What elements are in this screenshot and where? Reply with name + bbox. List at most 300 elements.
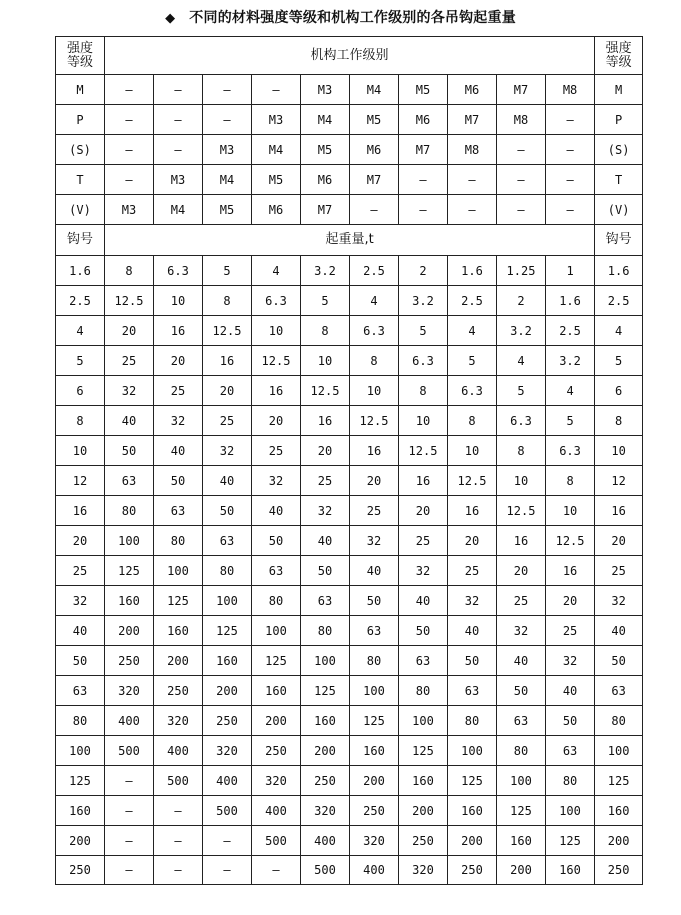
mechanism-class-cell: M8 — [546, 75, 595, 105]
capacity-cell: 50 — [399, 616, 448, 646]
capacity-cell: 63 — [399, 646, 448, 676]
header-row — [56, 37, 643, 75]
hook-number-right: 125 — [595, 766, 643, 796]
mechanism-class-cell: — — [399, 165, 448, 195]
capacity-cell: 200 — [154, 646, 203, 676]
capacity-cell: 400 — [252, 796, 301, 826]
capacity-cell: 160 — [350, 736, 399, 766]
capacity-cell: 500 — [203, 796, 252, 826]
capacity-cell: 40 — [448, 616, 497, 646]
capacity-cell: 125 — [203, 616, 252, 646]
capacity-cell: 250 — [154, 676, 203, 706]
capacity-cell: 16 — [350, 436, 399, 466]
mechanism-class-cell: — — [105, 165, 154, 195]
capacity-cell: 250 — [399, 826, 448, 856]
capacity-cell: 50 — [448, 646, 497, 676]
capacity-cell: 25 — [301, 466, 350, 496]
capacity-cell: 8 — [105, 256, 154, 286]
capacity-cell: 200 — [448, 826, 497, 856]
capacity-cell: — — [105, 766, 154, 796]
capacity-cell: 4 — [252, 256, 301, 286]
capacity-cell: 80 — [301, 616, 350, 646]
mechanism-class-cell: M6 — [350, 135, 399, 165]
capacity-cell: 320 — [154, 706, 203, 736]
mechanism-class-cell: M3 — [301, 75, 350, 105]
capacity-cell: 63 — [105, 466, 154, 496]
mechanism-class-cell: M5 — [399, 75, 448, 105]
strength-grade-header-right: 强度 等级 — [595, 37, 643, 75]
mechanism-class-cell: — — [154, 75, 203, 105]
hook-number-left: 250 — [56, 856, 105, 885]
capacity-cell: 5 — [497, 376, 546, 406]
mechanism-class-cell: M4 — [252, 135, 301, 165]
table-row — [56, 796, 643, 826]
grade-label-left: M — [56, 75, 105, 105]
mechanism-class-cell: M3 — [105, 195, 154, 225]
capacity-cell: 200 — [399, 796, 448, 826]
capacity-cell: 16 — [203, 346, 252, 376]
capacity-cell: — — [203, 856, 252, 885]
capacity-cell: 8 — [546, 466, 595, 496]
capacity-cell: 3.2 — [546, 346, 595, 376]
mechanism-class-cell: — — [203, 75, 252, 105]
capacity-cell: 125 — [105, 556, 154, 586]
hook-number-left: 12 — [56, 466, 105, 496]
hook-number-right: 63 — [595, 676, 643, 706]
capacity-cell: 12.5 — [350, 406, 399, 436]
capacity-cell: 32 — [252, 466, 301, 496]
grade-label-right: P — [595, 105, 643, 135]
capacity-cell: 4 — [497, 346, 546, 376]
mechanism-class-cell: — — [252, 75, 301, 105]
capacity-cell: 80 — [252, 586, 301, 616]
hook-number-left: 1.6 — [56, 256, 105, 286]
capacity-cell: 40 — [203, 466, 252, 496]
capacity-cell: 12.5 — [105, 286, 154, 316]
capacity-cell: 8 — [203, 286, 252, 316]
hook-number-left: 2.5 — [56, 286, 105, 316]
capacity-cell: 1.6 — [546, 286, 595, 316]
capacity-cell: 80 — [546, 766, 595, 796]
capacity-cell: 20 — [154, 346, 203, 376]
table-row — [56, 616, 643, 646]
capacity-cell: 250 — [203, 706, 252, 736]
capacity-cell: 125 — [350, 706, 399, 736]
capacity-cell: 16 — [154, 316, 203, 346]
mechanism-class-cell: M5 — [203, 195, 252, 225]
capacity-cell: 40 — [301, 526, 350, 556]
capacity-cell: 50 — [350, 586, 399, 616]
capacity-cell: 80 — [154, 526, 203, 556]
mechanism-class-cell: — — [203, 105, 252, 135]
capacity-cell: 320 — [399, 856, 448, 885]
capacity-cell: 160 — [399, 766, 448, 796]
hook-number-right: 50 — [595, 646, 643, 676]
capacity-cell: 160 — [301, 706, 350, 736]
capacity-cell: 50 — [105, 436, 154, 466]
grade-row — [56, 165, 643, 195]
capacity-cell: 8 — [399, 376, 448, 406]
capacity-cell: 25 — [105, 346, 154, 376]
grade-label-right: T — [595, 165, 643, 195]
mechanism-class-cell: M8 — [497, 105, 546, 135]
hook-number-left: 20 — [56, 526, 105, 556]
capacity-cell: 20 — [497, 556, 546, 586]
capacity-cell: 63 — [203, 526, 252, 556]
hook-number-right: 200 — [595, 826, 643, 856]
capacity-cell: 25 — [252, 436, 301, 466]
hook-number-right: 8 — [595, 406, 643, 436]
hook-number-header-right: 钩号 — [595, 225, 643, 256]
capacity-cell: 125 — [546, 826, 595, 856]
capacity-cell: — — [154, 856, 203, 885]
capacity-cell: 4 — [350, 286, 399, 316]
table-row — [56, 526, 643, 556]
capacity-cell: 160 — [154, 616, 203, 646]
capacity-cell: 125 — [497, 796, 546, 826]
grade-row — [56, 135, 643, 165]
capacity-cell: 80 — [203, 556, 252, 586]
hook-number-left: 40 — [56, 616, 105, 646]
table-body — [56, 37, 643, 885]
capacity-cell: 200 — [301, 736, 350, 766]
table-row — [56, 466, 643, 496]
capacity-cell: 16 — [497, 526, 546, 556]
hook-number-left: 32 — [56, 586, 105, 616]
capacity-cell: 5 — [301, 286, 350, 316]
capacity-cell: 2.5 — [448, 286, 497, 316]
capacity-cell: 50 — [203, 496, 252, 526]
capacity-cell: 80 — [448, 706, 497, 736]
hook-number-right: 4 — [595, 316, 643, 346]
capacity-cell: 25 — [350, 496, 399, 526]
hook-number-right: 16 — [595, 496, 643, 526]
grade-label-right: M — [595, 75, 643, 105]
table-row — [56, 826, 643, 856]
capacity-cell: 12.5 — [546, 526, 595, 556]
capacity-cell: 32 — [301, 496, 350, 526]
capacity-cell: 500 — [105, 736, 154, 766]
capacity-cell: — — [105, 856, 154, 885]
capacity-cell: 50 — [546, 706, 595, 736]
capacity-header-row — [56, 225, 643, 256]
capacity-cell: 16 — [301, 406, 350, 436]
capacity-cell: 400 — [350, 856, 399, 885]
mechanism-class-cell: — — [105, 75, 154, 105]
capacity-cell: 100 — [154, 556, 203, 586]
mechanism-class-cell: M8 — [448, 135, 497, 165]
capacity-cell: 10 — [301, 346, 350, 376]
capacity-cell: 6.3 — [399, 346, 448, 376]
capacity-cell: 40 — [497, 646, 546, 676]
capacity-cell: 20 — [399, 496, 448, 526]
hook-number-left: 80 — [56, 706, 105, 736]
hook-number-right: 20 — [595, 526, 643, 556]
capacity-cell: 6.3 — [350, 316, 399, 346]
mechanism-class-cell: — — [154, 105, 203, 135]
capacity-cell: 40 — [350, 556, 399, 586]
capacity-cell: 400 — [105, 706, 154, 736]
capacity-cell: 50 — [252, 526, 301, 556]
capacity-cell: 32 — [350, 526, 399, 556]
capacity-cell: — — [252, 856, 301, 885]
grade-label-left: P — [56, 105, 105, 135]
table-row — [56, 406, 643, 436]
capacity-cell: 3.2 — [399, 286, 448, 316]
hook-number-header-left: 钩号 — [56, 225, 105, 256]
capacity-cell: 16 — [448, 496, 497, 526]
hook-number-left: 160 — [56, 796, 105, 826]
mechanism-class-cell: M7 — [301, 195, 350, 225]
table-row — [56, 376, 643, 406]
capacity-cell: 80 — [399, 676, 448, 706]
grade-label-left: (V) — [56, 195, 105, 225]
capacity-cell: 6.3 — [546, 436, 595, 466]
capacity-cell: 3.2 — [301, 256, 350, 286]
capacity-cell: 8 — [448, 406, 497, 436]
capacity-cell: 160 — [448, 796, 497, 826]
capacity-cell: 160 — [546, 856, 595, 885]
hook-number-left: 8 — [56, 406, 105, 436]
mechanism-class-cell: M7 — [350, 165, 399, 195]
capacity-cell: 320 — [105, 676, 154, 706]
capacity-cell: 400 — [301, 826, 350, 856]
table-row — [56, 586, 643, 616]
capacity-cell: 200 — [252, 706, 301, 736]
mechanism-class-cell: — — [546, 195, 595, 225]
hook-number-right: 10 — [595, 436, 643, 466]
capacity-cell: 2 — [497, 286, 546, 316]
capacity-cell: 20 — [105, 316, 154, 346]
mechanism-class-cell: M5 — [252, 165, 301, 195]
mechanism-class-cell: M3 — [154, 165, 203, 195]
capacity-cell: 2.5 — [350, 256, 399, 286]
hook-number-left: 6 — [56, 376, 105, 406]
capacity-cell: 6.3 — [448, 376, 497, 406]
capacity-cell: 160 — [203, 646, 252, 676]
mechanism-class-cell: M6 — [448, 75, 497, 105]
hook-number-right: 250 — [595, 856, 643, 885]
mechanism-class-cell: M6 — [252, 195, 301, 225]
grade-label-left: T — [56, 165, 105, 195]
capacity-cell: 2.5 — [546, 316, 595, 346]
capacity-cell: 25 — [546, 616, 595, 646]
hook-number-right: 12 — [595, 466, 643, 496]
capacity-cell: 8 — [301, 316, 350, 346]
mechanism-class-cell: M4 — [154, 195, 203, 225]
capacity-cell: 50 — [301, 556, 350, 586]
mechanism-class-cell: — — [448, 195, 497, 225]
mechanism-class-header: 机构工作级别 — [105, 37, 595, 75]
title-text: 不同的材料强度等级和机构工作级别的各吊钩起重量 — [189, 10, 516, 26]
capacity-cell: 100 — [350, 676, 399, 706]
mechanism-class-cell: M6 — [301, 165, 350, 195]
hook-number-right: 160 — [595, 796, 643, 826]
capacity-cell: — — [154, 796, 203, 826]
capacity-cell: 5 — [448, 346, 497, 376]
capacity-cell: 32 — [105, 376, 154, 406]
capacity-cell: 5 — [399, 316, 448, 346]
capacity-cell: 32 — [497, 616, 546, 646]
capacity-cell: 125 — [399, 736, 448, 766]
capacity-cell: 10 — [350, 376, 399, 406]
capacity-cell: 400 — [154, 736, 203, 766]
capacity-cell: 320 — [350, 826, 399, 856]
capacity-cell: 12.5 — [497, 496, 546, 526]
capacity-cell: 12.5 — [203, 316, 252, 346]
table-row — [56, 496, 643, 526]
capacity-cell: 1 — [546, 256, 595, 286]
hook-number-right: 6 — [595, 376, 643, 406]
hook-number-left: 50 — [56, 646, 105, 676]
capacity-cell: 32 — [546, 646, 595, 676]
strength-grade-header-left: 强度 等级 — [56, 37, 105, 75]
grade-label-right: (V) — [595, 195, 643, 225]
capacity-cell: 40 — [546, 676, 595, 706]
hook-number-left: 10 — [56, 436, 105, 466]
table-row — [56, 646, 643, 676]
hook-number-left: 5 — [56, 346, 105, 376]
capacity-cell: 6.3 — [497, 406, 546, 436]
capacity-cell: 10 — [546, 496, 595, 526]
capacity-cell: 100 — [399, 706, 448, 736]
capacity-cell: 320 — [252, 766, 301, 796]
capacity-cell: 400 — [203, 766, 252, 796]
capacity-cell: 10 — [399, 406, 448, 436]
capacity-cell: 200 — [105, 616, 154, 646]
capacity-cell: 100 — [203, 586, 252, 616]
mechanism-class-cell: M5 — [301, 135, 350, 165]
capacity-cell: 20 — [350, 466, 399, 496]
capacity-cell: 16 — [252, 376, 301, 406]
table-row — [56, 766, 643, 796]
capacity-cell: 20 — [252, 406, 301, 436]
capacity-cell: 40 — [105, 406, 154, 436]
mechanism-class-cell: — — [497, 165, 546, 195]
grade-label-left: (S) — [56, 135, 105, 165]
capacity-cell: 3.2 — [497, 316, 546, 346]
capacity-cell: 32 — [203, 436, 252, 466]
hook-number-right: 40 — [595, 616, 643, 646]
capacity-cell: 500 — [154, 766, 203, 796]
capacity-cell: 125 — [301, 676, 350, 706]
mechanism-class-cell: M7 — [399, 135, 448, 165]
capacity-cell: 160 — [497, 826, 546, 856]
capacity-cell: 16 — [546, 556, 595, 586]
capacity-cell: 12.5 — [399, 436, 448, 466]
hook-number-right: 1.6 — [595, 256, 643, 286]
table-row — [56, 856, 643, 885]
capacity-cell: 80 — [105, 496, 154, 526]
capacity-cell: 63 — [448, 676, 497, 706]
capacity-cell: 250 — [301, 766, 350, 796]
capacity-cell: 200 — [497, 856, 546, 885]
capacity-cell: 32 — [399, 556, 448, 586]
capacity-cell: 12.5 — [448, 466, 497, 496]
mechanism-class-cell: M4 — [350, 75, 399, 105]
capacity-cell: 160 — [105, 586, 154, 616]
grade-row — [56, 105, 643, 135]
hook-number-left: 4 — [56, 316, 105, 346]
capacity-cell: 200 — [350, 766, 399, 796]
capacity-cell: 20 — [301, 436, 350, 466]
mechanism-class-cell: — — [546, 105, 595, 135]
capacity-cell: 250 — [105, 646, 154, 676]
mechanism-class-cell: — — [497, 195, 546, 225]
lifting-capacity-header: 起重量,t — [105, 225, 595, 256]
hook-number-left: 200 — [56, 826, 105, 856]
hook-number-left: 63 — [56, 676, 105, 706]
capacity-cell: 5 — [203, 256, 252, 286]
hook-number-left: 100 — [56, 736, 105, 766]
capacity-cell: 100 — [448, 736, 497, 766]
capacity-cell: 40 — [252, 496, 301, 526]
capacity-cell: 100 — [105, 526, 154, 556]
table-row — [56, 436, 643, 466]
page-title — [0, 6, 681, 30]
table-row — [56, 706, 643, 736]
mechanism-class-cell: M3 — [203, 135, 252, 165]
capacity-cell: 25 — [448, 556, 497, 586]
capacity-cell: 12.5 — [252, 346, 301, 376]
mechanism-class-cell: — — [448, 165, 497, 195]
table-row — [56, 556, 643, 586]
mechanism-class-cell: M3 — [252, 105, 301, 135]
capacity-cell: 25 — [399, 526, 448, 556]
capacity-cell: 40 — [399, 586, 448, 616]
capacity-cell: 100 — [252, 616, 301, 646]
capacity-cell: 32 — [448, 586, 497, 616]
mechanism-class-cell: M7 — [497, 75, 546, 105]
capacity-cell: 100 — [497, 766, 546, 796]
capacity-cell: — — [154, 826, 203, 856]
diamond-bullet-icon: ◆ — [165, 11, 176, 26]
capacity-cell: 63 — [154, 496, 203, 526]
mechanism-class-cell: — — [105, 135, 154, 165]
capacity-cell: 10 — [154, 286, 203, 316]
mechanism-class-cell: M4 — [203, 165, 252, 195]
capacity-cell: 320 — [301, 796, 350, 826]
hook-number-right: 80 — [595, 706, 643, 736]
capacity-cell: 50 — [154, 466, 203, 496]
table-row — [56, 286, 643, 316]
capacity-cell: 63 — [497, 706, 546, 736]
capacity-cell: 40 — [154, 436, 203, 466]
mechanism-class-cell: — — [546, 135, 595, 165]
capacity-cell: 20 — [448, 526, 497, 556]
capacity-cell: 200 — [203, 676, 252, 706]
grade-label-right: (S) — [595, 135, 643, 165]
capacity-cell: 63 — [252, 556, 301, 586]
capacity-cell: 25 — [203, 406, 252, 436]
capacity-cell: 10 — [497, 466, 546, 496]
capacity-cell: 63 — [350, 616, 399, 646]
capacity-cell: 320 — [203, 736, 252, 766]
hook-number-left: 125 — [56, 766, 105, 796]
mechanism-class-cell: M7 — [448, 105, 497, 135]
table-row — [56, 736, 643, 766]
mechanism-class-cell: — — [497, 135, 546, 165]
table-row — [56, 316, 643, 346]
capacity-cell: 4 — [448, 316, 497, 346]
capacity-cell: 25 — [497, 586, 546, 616]
hook-number-right: 25 — [595, 556, 643, 586]
mechanism-class-cell: — — [546, 165, 595, 195]
capacity-cell: 10 — [252, 316, 301, 346]
capacity-cell: — — [105, 796, 154, 826]
capacity-cell: 250 — [448, 856, 497, 885]
capacity-cell: 6.3 — [154, 256, 203, 286]
